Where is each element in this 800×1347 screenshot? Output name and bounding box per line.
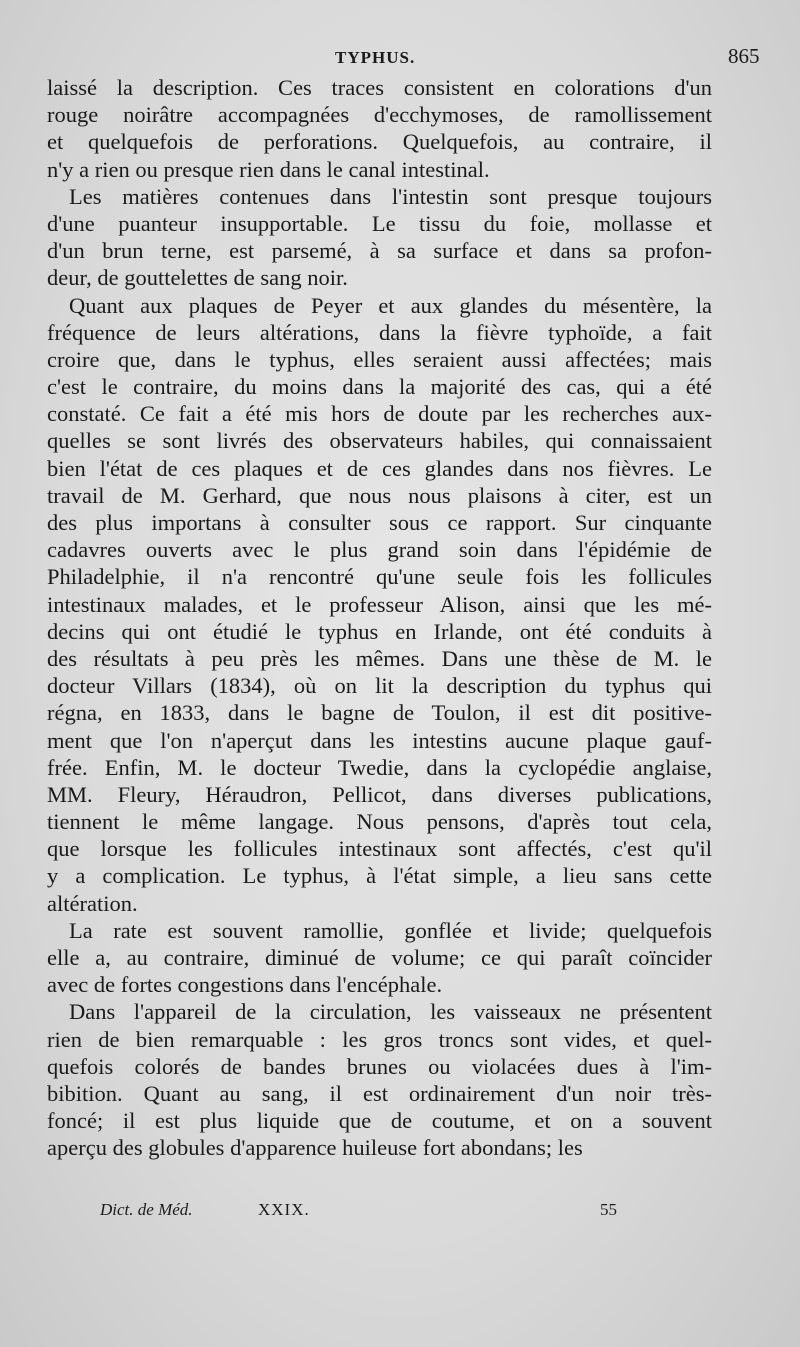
text-line: c'est le contraire, du moins dans la majorité des cas, qui a été xyxy=(47,374,712,400)
text-line: y a complication. Le typhus, à l'état simple, a lieu sans cette xyxy=(47,863,712,889)
text-line: des plus importans à consulter sous ce rapport. Sur cinquante xyxy=(47,510,712,535)
text-line: quefois colorés de bandes brunes ou violacées dues à l'im- xyxy=(47,1053,712,1079)
text-line: MM. Fleury, Héraudron, Pellicot, dans diverses publications, xyxy=(47,781,712,807)
running-head-title: TYPHUS. xyxy=(335,48,416,67)
text-line: ment que l'on n'aperçut dans les intestins aucune plaque gauf- xyxy=(47,727,712,753)
text-line: tiennent le même langage. Nous pensons, d'après tout cela, xyxy=(47,809,712,835)
paragraph xyxy=(47,74,712,183)
text-line: cadavres ouverts avec le plus grand soin dans l'épidémie de xyxy=(47,537,712,563)
paragraph xyxy=(47,292,712,917)
text-line: des résultats à peu près les mêmes. Dans une thèse de M. le xyxy=(47,645,712,671)
text-line: decins qui ont étudié le typhus en Irlande, ont été conduits à xyxy=(47,618,712,644)
text-line: laissé la description. Ces traces consistent en colorations d'un xyxy=(47,75,712,100)
footer-volume: XXIX. xyxy=(258,1200,310,1219)
body-text xyxy=(47,74,712,1162)
text-line: rien de bien remarquable : les gros troncs sont vides, et quel- xyxy=(47,1026,712,1052)
text-line: quelles se sont livrés des observateurs habiles, qui connaissaient xyxy=(47,428,712,454)
text-line: croire que, dans le typhus, elles seraient aussi affectées; mais xyxy=(47,346,712,372)
page-footer xyxy=(0,1200,800,1230)
footer-book-title: Dict. de Méd. xyxy=(100,1200,193,1219)
text-line: Dans l'appareil de la circulation, les vaisseaux ne présentent xyxy=(69,999,712,1025)
text-line: intestinaux malades, et le professeur Alison, ainsi que les mé- xyxy=(47,591,712,617)
footer-signature-mark: 55 xyxy=(600,1200,617,1219)
text-line: travail de M. Gerhard, que nous nous plaisons à citer, est un xyxy=(47,482,712,508)
text-line: Les matières contenues dans l'intestin sont presque toujours xyxy=(69,183,712,209)
text-line: que lorsque les follicules intestinaux sont affectés, c'est qu'il xyxy=(47,836,712,862)
text-line: régna, en 1833, dans le bagne de Toulon, il est dit positive- xyxy=(47,700,712,726)
text-line: constaté. Ce fait a été mis hors de doute par les recherches aux- xyxy=(47,401,712,427)
text-line: foncé; il est plus liquide que de coutume, et on a souvent xyxy=(47,1108,712,1134)
paragraph xyxy=(47,183,712,292)
text-line: et quelquefois de perforations. Quelquefois, au contraire, il xyxy=(47,129,712,155)
text-line: frée. Enfin, M. le docteur Twedie, dans la cyclopédie anglaise, xyxy=(47,754,712,780)
text-line: deur, de gouttelettes de sang noir. xyxy=(47,265,348,291)
text-line: Philadelphie, il n'a rencontré qu'une seule fois les follicules xyxy=(47,564,712,590)
text-line: bibition. Quant au sang, il est ordinairement d'un noir très- xyxy=(47,1080,712,1106)
text-line: elle a, au contraire, diminué de volume; ce qui paraît coïncider xyxy=(47,945,712,970)
text-line: aperçu des globules d'apparence huileuse fort abondans; les xyxy=(47,1135,583,1161)
text-line: docteur Villars (1834), où on lit la description du typhus qui xyxy=(47,673,712,699)
page-number: 865 xyxy=(728,44,760,68)
text-line: bien l'état de ces plaques et de ces glandes dans nos fièvres. Le xyxy=(47,455,712,481)
text-line: n'y a rien ou presque rien dans le canal intestinal. xyxy=(47,156,490,182)
paragraph xyxy=(47,998,712,1161)
text-line: d'une puanteur insupportable. Le tissu du foie, mollasse et xyxy=(47,210,712,236)
paragraph xyxy=(47,917,712,999)
text-line: fréquence de leurs altérations, dans la fièvre typhoïde, a fait xyxy=(47,319,712,345)
text-line: d'un brun terne, est parsemé, à sa surface et dans sa profon- xyxy=(47,238,712,264)
text-line: avec de fortes congestions dans l'encéphale. xyxy=(47,972,443,998)
running-head xyxy=(0,44,800,74)
text-line: La rate est souvent ramollie, gonflée et livide; quelquefois xyxy=(69,917,712,943)
text-line: Quant aux plaques de Peyer et aux glandes du mésentère, la xyxy=(69,292,712,318)
text-line: altération. xyxy=(47,890,138,916)
text-line: rouge noirâtre accompagnées d'ecchymoses, de ramollissement xyxy=(47,102,712,128)
